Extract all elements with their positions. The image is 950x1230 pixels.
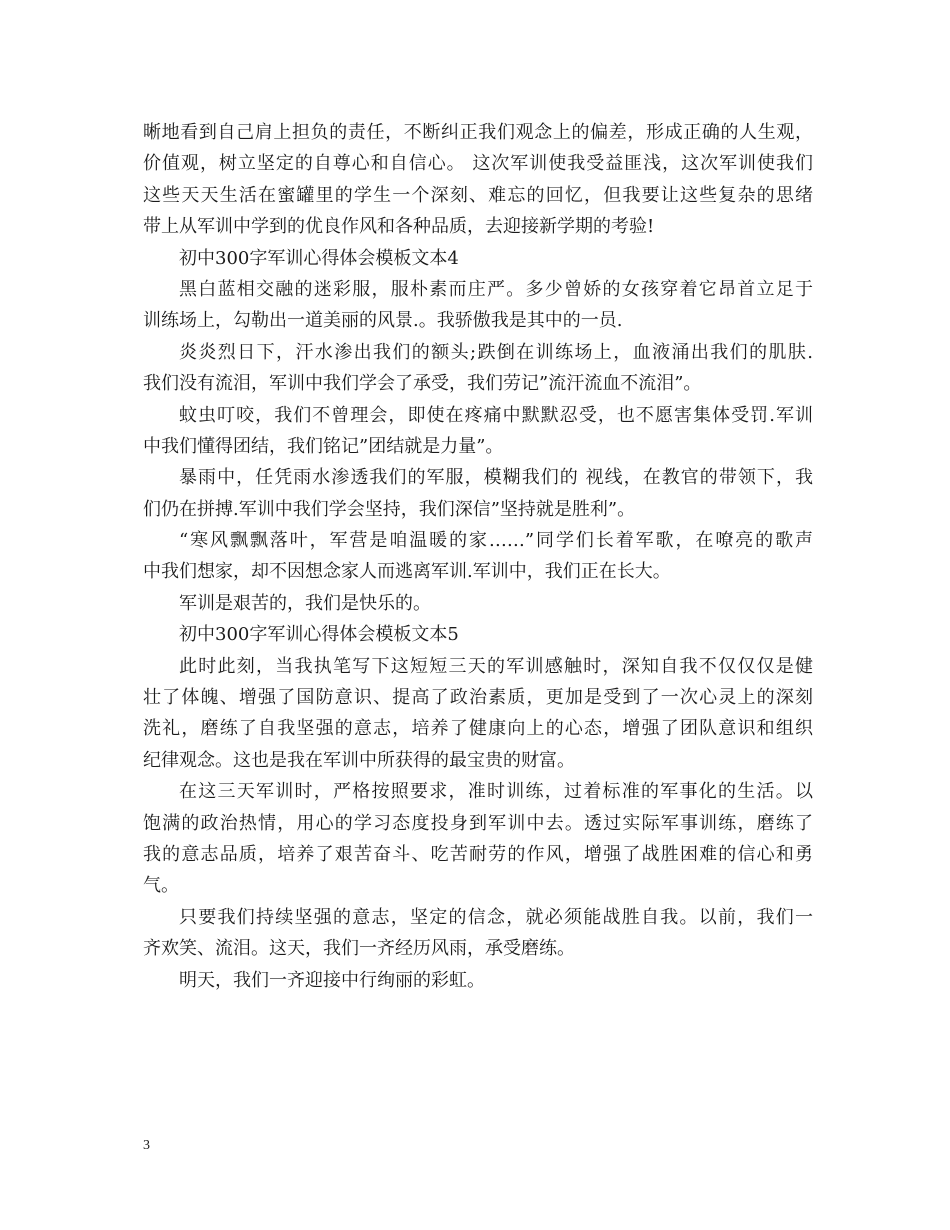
text-line: 气。 xyxy=(143,875,179,897)
text-line: 明天，我们一齐迎接中行绚丽的彩虹。 xyxy=(179,969,485,991)
text-line: 带上从军训中学到的优良作风和各种品质，去迎接新学期的考验! xyxy=(143,216,655,238)
text-line: 齐欢笑、流泪。这天，我们一齐经历风雨，承受磨练。 xyxy=(143,938,575,960)
text-line: 只要我们持续坚强的意志，坚定的信念，就必须能战胜自我。以前，我们一 xyxy=(179,906,813,928)
text-line: 军训是艰苦的，我们是快乐的。 xyxy=(179,592,431,614)
page-number: 3 xyxy=(143,1138,150,1153)
text-line: 们仍在拼搏.军训中我们学会坚持，我们深信”坚持就是胜利”。 xyxy=(143,498,636,520)
text-line: 蚊虫叮咬，我们不曾理会，即使在疼痛中默默忍受，也不愿害集体受罚.军训 xyxy=(179,404,813,426)
text-line: “寒风飘飘落叶，军营是咱温暖的家……”同学们长着军歌，在嘹亮的歌声 xyxy=(179,530,813,552)
text-line: 中我们想家，却不因想念家人而逃离军训.军训中，我们正在长大。 xyxy=(143,561,671,583)
text-line: 壮了体魄、增强了国防意识、提高了政治素质，更加是受到了一次心灵上的深刻 xyxy=(143,687,813,709)
text-line: 洗礼，磨练了自我坚强的意志，培养了健康向上的心态，增强了团队意识和组织 xyxy=(143,718,813,740)
text-line: 此时此刻，当我执笔写下这短短三天的军训感触时，深知自我不仅仅仅是健 xyxy=(179,655,813,677)
document-body xyxy=(143,117,813,996)
text-line: 这些天天生活在蜜罐里的学生一个深刻、难忘的回忆，但我要让这些复杂的思绪 xyxy=(143,184,813,206)
text-line: 我的意志品质，培养了艰苦奋斗、吃苦耐劳的作风，增强了战胜困难的信心和勇 xyxy=(143,843,813,865)
text-line: 我们没有流泪，军训中我们学会了承受，我们劳记”流汗流血不流泪”。 xyxy=(143,373,702,395)
text-line: 在这三天军训时，严格按照要求，准时训练，过着标准的军事化的生活。以 xyxy=(179,781,813,803)
text-line: 饱满的政治热情，用心的学习态度投身到军训中去。透过实际军事训练，磨练了 xyxy=(143,812,813,834)
text-line: 训练场上，勾勒出一道美丽的风景.。我骄傲我是其中的一员. xyxy=(143,310,623,332)
text-line: 中我们懂得团结，我们铭记”团结就是力量”。 xyxy=(143,435,504,457)
text-line: 暴雨中，任凭雨水渗透我们的军服，模糊我们的 视线，在教官的带领下，我 xyxy=(179,467,813,489)
text-line: 纪律观念。这也是我在军训中所获得的最宝贵的财富。 xyxy=(143,749,575,771)
text-line: 炎炎烈日下，汗水渗出我们的额头;跌倒在训练场上，血液涌出我们的肌肤. xyxy=(179,341,813,363)
text-line: 初中300字军训心得体会模板文本4 xyxy=(179,247,459,269)
text-line: 黑白蓝相交融的迷彩服，服朴素而庄严。多少曾娇的女孩穿着它昂首立足于 xyxy=(179,278,813,300)
text-line: 晰地看到自己肩上担负的责任，不断纠正我们观念上的偏差，形成正确的人生观， xyxy=(143,122,813,143)
text-line: 价值观，树立坚定的自尊心和自信心。 这次军训使我受益匪浅，这次军训使我们 xyxy=(143,153,813,175)
text-line: 初中300字军训心得体会模板文本5 xyxy=(179,624,459,646)
